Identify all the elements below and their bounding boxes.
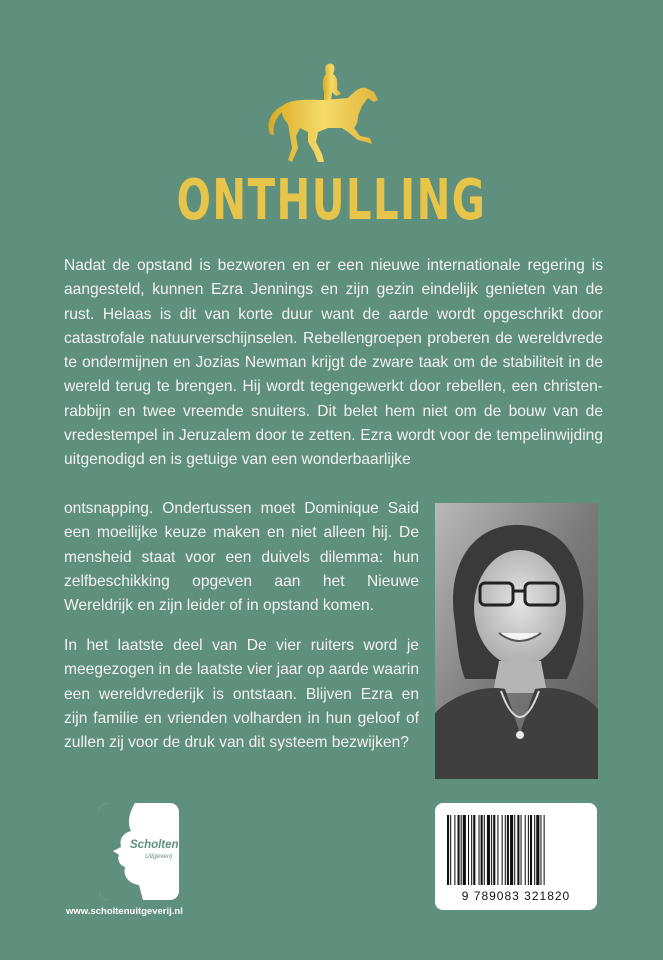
horse-rider-icon <box>262 62 394 166</box>
publisher-name: Scholten <box>130 839 179 851</box>
barcode-icon <box>445 815 587 885</box>
author-photo <box>435 503 598 779</box>
blurb-paragraph-1b: ontsnapping. Ondertussen moet Dominique Said een moeilijke keuze maken en niet alleen hij. De mensheid staat voor een duivels dilemma: hun zelfbeschikking opgeven aan het Nieuwe Wereldrijk en zijn leider of in opstand komen. <box>64 500 419 615</box>
isbn-number: 9 789083 321820 <box>461 889 571 903</box>
publisher-logo <box>99 803 179 900</box>
blurb-paragraph-1a: Nadat de opstand is bezworen en er een nieuwe internationale regering is aangesteld, kunnen Ezra Jennings en zijn gezin eindelijk genieten van de rust. Helaas is dit van korte duur want de aarde wordt opgeschrikt door catastrofale natuurverschijnselen. Rebellengroepen proberen de wereldvrede te ondermijnen en Jozias Newman krijgt de zware taak om de stabiliteit in de wereld terug te brengen. Hij wordt tegengewerkt door rebellen, een christen-rabbijn en twee vreemde snuiters. Dit belet hem niet om de bouw van de vredestempel in Jeruzalem door te zetten. Ezra wordt voor de tempelinwijding uitgenodigd en is getuige van een wonderbaarlijke <box>64 257 603 469</box>
blurb-paragraph-2: In het laatste deel van De vier ruiters word je meegezogen in de laatste vier jaar op aarde waarin een wereldvrederijk is ontstaan. Blijven Ezra en zijn familie en vrienden volharden in hun geloof of zullen zij voor de druk van dit systeem bezwijken? <box>64 637 419 752</box>
publisher-logo-icon <box>99 803 179 900</box>
author-portrait-image <box>435 503 598 779</box>
publisher-sub: Uitgeverij <box>145 853 173 860</box>
publisher-website: www.scholtenuitgeverij.nl <box>66 906 183 917</box>
book-title: ONTHULLING <box>176 168 487 233</box>
barcode <box>435 803 597 910</box>
